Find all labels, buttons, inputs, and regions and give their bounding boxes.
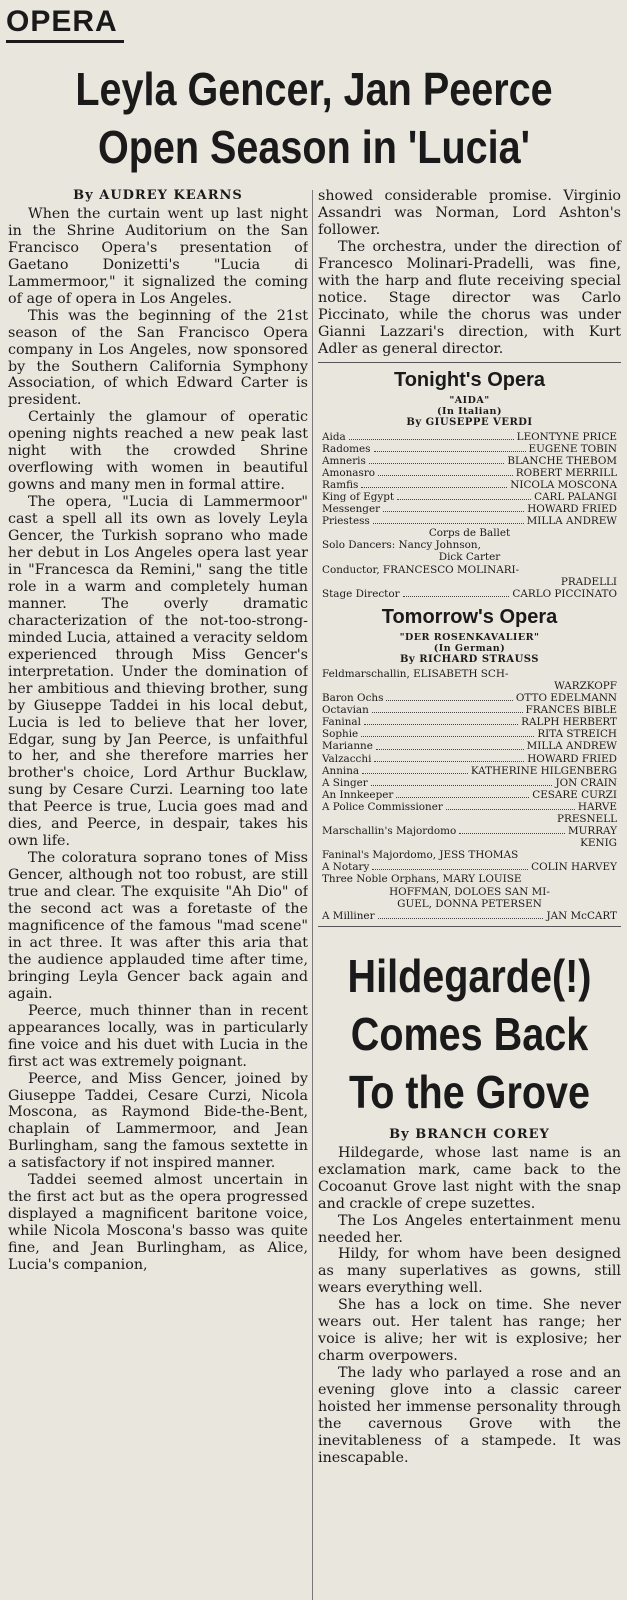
leader-dots — [376, 740, 524, 749]
composer: By GIUSEPPE VERDI — [406, 416, 533, 428]
conductor-line-2: PRADELLI — [560, 575, 617, 588]
box-title: Tonight's Opera — [393, 368, 546, 391]
tomorrow-opera-box — [318, 604, 621, 922]
cast-row — [322, 704, 617, 716]
role: Marianne — [322, 740, 373, 753]
role: A Police Commissioner — [322, 800, 443, 813]
ballet-line: Corps de Ballet — [428, 527, 511, 540]
role: Messenger — [322, 503, 381, 516]
headline-line-1: Hildegarde(!) — [347, 949, 592, 1002]
singer: MURRAY — [568, 825, 617, 838]
leader-dots — [396, 789, 529, 798]
leader-dots — [349, 431, 514, 440]
lucia-article — [8, 188, 308, 1598]
singer: OTTO EDELMANN — [515, 692, 617, 705]
paragraph: showed considerable promise. Virginio Assandri was Norman, Lord Ashton's follower. — [318, 188, 621, 238]
role: Annina — [322, 764, 360, 777]
leader-dots — [374, 443, 526, 452]
byline: By AUDREY KEARNS — [73, 188, 243, 203]
cast-row — [322, 431, 617, 443]
leader-dots — [378, 467, 513, 476]
leader-dots — [369, 455, 505, 464]
composer: By RICHARD STRAUSS — [399, 653, 540, 665]
singer: MILLA ANDREW — [526, 740, 617, 753]
cast-row — [322, 443, 617, 455]
faninal-majordomo-line: Faninal's Majordomo, JESS THOMAS — [322, 849, 519, 862]
leader-dots — [403, 588, 510, 597]
opera-language: (In German) — [433, 642, 506, 654]
singer: CARL PALANGI — [534, 491, 617, 503]
paragraph: When the curtain went up last night in the Shrine Auditorium on the San Francisco Opera's presentation of Gaetano Donizetti's "Lucia di Lammermoor," it signalized the coming of age of opera in Los Angeles. — [8, 205, 308, 307]
divider — [318, 926, 621, 927]
paragraph: The coloratura soprano tones of Miss Gencer, although not too robust, are still true and clear. The exquisite "Ah Dio" of the second act was a foretaste of the magnificence of the famous "mad scene" in act three. It was after this aria that the audience applauded time after time, bringing Leyla Gencer back again and again. — [8, 850, 308, 1002]
leader-dots — [372, 861, 528, 870]
singer: EUGENE TOBIN — [528, 442, 617, 455]
column-divider — [312, 190, 313, 1600]
paragraph: This was the beginning of the 21st season of the San Francisco Opera company in Los Angeles, now sponsored by the Southern California Symphony Association, of which Edward Carter is president. — [8, 307, 308, 409]
role: A Milliner — [322, 909, 375, 922]
feld-line: Feldmarschallin, ELISABETH SCH- — [322, 667, 509, 680]
cast-row — [322, 765, 617, 777]
cast-row — [322, 801, 617, 813]
paragraph: Taddei seemed almost uncertain in the first act but as the opera progressed displayed a magnificent baritone voice, while Nicola Moscona's basso was quite fine, and Jean Burlingham, as Alice, Lucia's companion, — [8, 1172, 308, 1274]
cast-row — [322, 692, 617, 704]
role: A Singer — [322, 776, 368, 789]
headline-line-2: Open Season in 'Lucia' — [97, 121, 531, 173]
role: Stage Director — [322, 587, 400, 600]
opera-name: "AIDA" — [449, 394, 490, 406]
leader-dots — [446, 801, 575, 810]
paragraph: The Los Angeles entertainment menu needed her. — [318, 1212, 621, 1246]
leader-dots — [362, 765, 468, 774]
leader-dots — [397, 491, 531, 500]
singer: CESARE CURZI — [532, 788, 617, 801]
byline: By BRANCH COREY — [389, 1126, 550, 1142]
hildegarde-headline — [339, 947, 600, 1121]
cast-row — [322, 740, 617, 752]
dancers-line: Solo Dancers: Nancy Johnson, — [322, 539, 481, 552]
leader-dots — [374, 753, 524, 762]
paragraph: The opera, "Lucia di Lammermoor" cast a spell all its own as lovely Leyla Gencer, the Turkish soprano who made her debut in Los Angeles opera last year in "Francesca da Remini," sang the title role in a warm and completely human manner. The overly dramatic characterization of the not-too-strong-minded Lucia, attained a veracity seldom experienced through Miss Gencer's interpretation. Under the domination of her ambitious and thieving brother, sung by Giuseppe Taddei in his local debut, Lucia is led to believe that her lover, Edgar, sung by Jan Peerce, is unfaithful to her, and she therefore marries her brother's choice, Lord Arthur Bucklaw, sung by Cesare Curzi. Learning too late that Peerce is true, Lucia goes mad and dies, and Peerce, in despair, takes his own life. — [8, 494, 308, 850]
cast-row — [322, 861, 617, 873]
conductor-line: Conductor, FRANCESCO MOLINARI- — [322, 563, 520, 576]
paragraph: The orchestra, under the direction of Francesco Molinari-Pradelli, was fine, with the harp and flute receiving special notice. Stage director was Carlo Piccinato, while the chorus was under Gianni Lazzari's direction, with Kurt Adler as general director. — [318, 238, 621, 357]
role: Baron Ochs — [322, 692, 384, 705]
cast-row — [322, 467, 617, 479]
role: A Notary — [322, 861, 370, 874]
role: Sophie — [322, 728, 359, 741]
divider — [318, 362, 621, 363]
leader-dots — [364, 716, 518, 725]
singer: NICOLA MOSCONA — [510, 478, 617, 491]
singer: KATHERINE HILGENBERG — [470, 764, 617, 777]
paragraph: The lady who parlayed a rose and an evening glove into a classic career hoisted her immense personality through the cavernous Grove with the inevitableness of a stampede. It was inescapable. — [318, 1365, 621, 1466]
singer: HOWARD FRIED — [527, 752, 617, 765]
police-line-2: PRESNELL — [557, 812, 617, 825]
leader-dots — [371, 777, 553, 786]
role: Octavian — [322, 704, 369, 717]
role: Amneris — [322, 454, 366, 467]
tonight-opera-box — [318, 367, 621, 600]
right-column — [318, 188, 621, 1467]
singer: RALPH HERBERT — [521, 716, 617, 729]
role: Aida — [322, 430, 346, 443]
orphans-line-2: HOFFMAN, DOLOES SAN MI- — [389, 885, 550, 898]
hildegarde-article — [318, 1127, 621, 1467]
leader-dots — [361, 728, 534, 737]
paragraph: Hildegarde, whose last name is an exclamation mark, came back to the Cocoanut Grove last night with the snap and crackle of crepe suzettes. — [318, 1144, 621, 1212]
role: Faninal — [322, 716, 361, 729]
leader-dots — [372, 704, 523, 713]
cast-row — [322, 455, 617, 467]
singer: JON CRAIN — [555, 776, 617, 789]
headline-line-3: To the Grove — [348, 1065, 591, 1118]
feld-line-2: WARZKOPF — [554, 679, 617, 692]
singer: CARLO PICCINATO — [512, 587, 617, 600]
singer: FRANCES BIBLE — [525, 704, 617, 717]
box-title: Tomorrow's Opera — [381, 605, 558, 628]
cast-row — [322, 825, 617, 837]
cast-row — [322, 910, 617, 922]
paragraph: Peerce, and Miss Gencer, joined by Giuseppe Taddei, Cesare Curzi, Nicola Moscona, as Raymond Bide-the-Bent, chaplain of Lammermoor, and Jean Burlingham, sang the famous sextette in a satisfactory if not inspired manner. — [8, 1070, 308, 1172]
paragraph: Hildy, for whom have been designed as many superlatives as gowns, still wears everything well. — [318, 1246, 621, 1297]
cast-row — [322, 503, 617, 515]
leader-dots — [386, 692, 512, 701]
cast-row — [322, 777, 617, 789]
singer: ROBERT MERRILL — [515, 466, 617, 479]
cast-row — [322, 789, 617, 801]
role: Radomes — [322, 442, 371, 455]
main-headline — [51, 60, 577, 176]
singer: JAN McCART — [546, 909, 617, 922]
headline-line-2: Comes Back — [350, 1007, 589, 1060]
opera-name: "DER ROSENKAVALIER" — [399, 631, 540, 643]
leader-dots — [383, 503, 524, 512]
cast-row — [322, 588, 617, 600]
cast-row — [322, 515, 617, 527]
headline-line-1: Leyla Gencer, Jan Peerce — [75, 63, 553, 115]
cast-row — [322, 716, 617, 728]
cast-row — [322, 479, 617, 491]
orphans-line-3: GUEL, DONNA PETERSEN — [397, 897, 542, 910]
cast-row — [322, 728, 617, 740]
leader-dots — [361, 479, 507, 488]
singer: RITA STREICH — [537, 728, 617, 741]
role: King of Egypt — [322, 491, 395, 503]
leader-dots — [459, 825, 565, 834]
cast-list — [322, 668, 617, 922]
role: Priestess — [322, 515, 370, 528]
singer: HARVE — [577, 800, 617, 813]
paragraph: She has a lock on time. She never wears out. Her talent has range; her voice is alive; her wit is explosive; her charm overpowers. — [318, 1297, 621, 1365]
singer: COLIN HARVEY — [531, 861, 617, 874]
singer: LEONTYNE PRICE — [516, 430, 617, 443]
role: Valzacchi — [322, 752, 372, 765]
majordomo-line-2: KENIG — [580, 837, 617, 850]
paragraph: Certainly the glamour of operatic opening nights reached a new peak last night with the crowded Shrine overflowing with women in beautiful gowns and many men in formal attire. — [8, 409, 308, 494]
role: Ramfis — [322, 478, 359, 491]
singer: BLANCHE THEBOM — [507, 454, 617, 467]
role: Amonasro — [322, 466, 376, 479]
cast-list — [322, 431, 617, 600]
cast-row — [322, 491, 617, 503]
leader-dots — [378, 910, 544, 919]
opera-language: (In Italian) — [437, 405, 502, 417]
paragraph: Peerce, much thinner than in recent appearances locally, was in particularly fine voice and his duet with Lucia in the first act was extremely poignant. — [8, 1002, 308, 1070]
orphans-line: Three Noble Orphans, MARY LOUISE — [322, 873, 522, 886]
role: An Innkeeper — [322, 788, 394, 801]
leader-dots — [373, 515, 524, 524]
singer: HOWARD FRIED — [527, 503, 617, 516]
cast-row — [322, 753, 617, 765]
dancers-line-2: Dick Carter — [438, 551, 501, 564]
singer: MILLA ANDREW — [526, 515, 617, 528]
section-label: OPERA — [6, 4, 124, 43]
role: Marschallin's Majordomo — [322, 825, 457, 838]
